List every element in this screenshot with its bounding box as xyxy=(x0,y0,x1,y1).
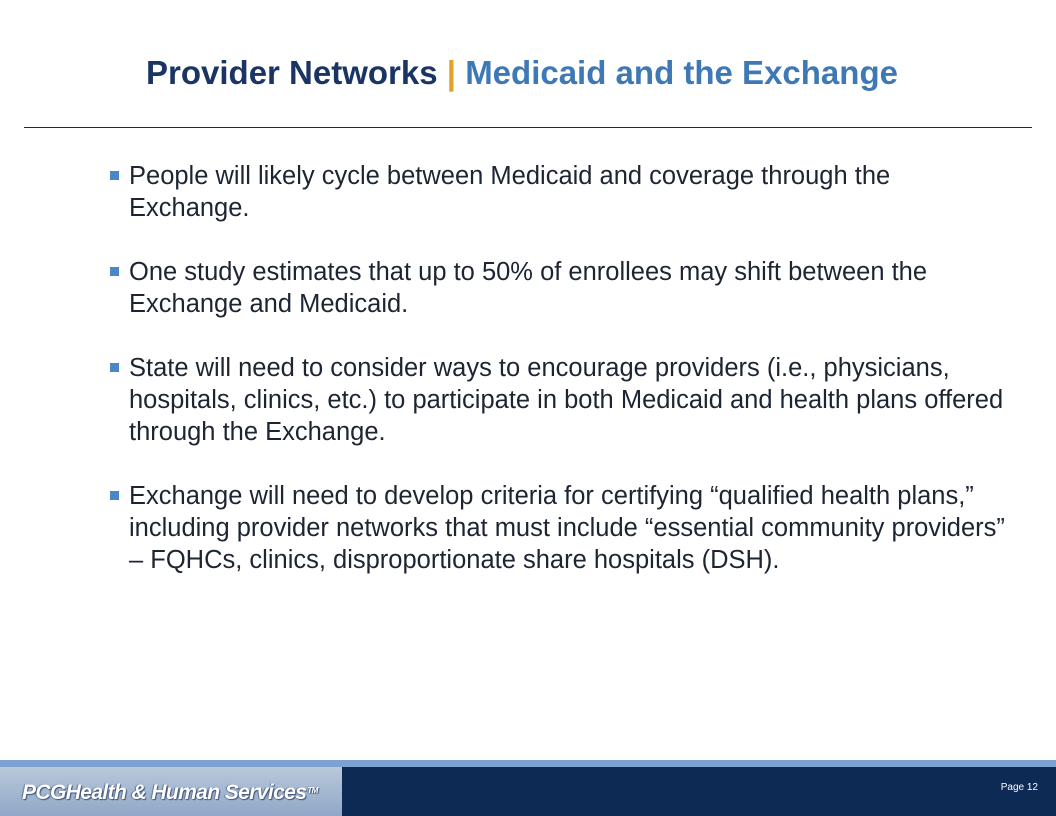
bullet-text: One study estimates that up to 50% of enrollees may shift between the Exchange and Medicaid. xyxy=(129,258,928,318)
bullet-item xyxy=(108,480,1008,576)
page-number: Page 12 xyxy=(1000,782,1038,793)
slide-title xyxy=(146,50,898,96)
square-bullet-icon xyxy=(110,363,119,372)
title-main: Provider Networks xyxy=(146,54,438,91)
title-subtitle: Medicaid and the Exchange xyxy=(465,54,898,91)
slide-footer xyxy=(0,760,1056,816)
bullet-item xyxy=(108,352,1008,448)
square-bullet-icon xyxy=(110,267,119,276)
bullet-text: Exchange will need to develop criteria for certifying “qualified health plans,” including provider networks that must include “essential community providers” – FQHCs, clinics, disproportionate share hospitals (DSH). xyxy=(129,482,1005,574)
square-bullet-icon xyxy=(110,491,119,500)
logo-text: PCGHealth & Human Services xyxy=(22,781,307,804)
title-divider xyxy=(24,127,1032,128)
bullet-text: People will likely cycle between Medicaid and coverage through the Exchange. xyxy=(129,162,891,222)
bullet-list xyxy=(108,160,1008,608)
square-bullet-icon xyxy=(110,171,119,180)
bullet-item xyxy=(108,256,1008,320)
bullet-text: State will need to consider ways to encourage providers (i.e., physicians, hospitals, clinics, etc.) to participate in both Medicaid and health plans offered through the Exchange. xyxy=(129,354,1004,446)
company-logo xyxy=(22,781,318,805)
bullet-item xyxy=(108,160,1008,224)
logo-trademark: TM xyxy=(307,786,318,795)
footer-stripe xyxy=(0,760,1056,767)
logo-block xyxy=(0,767,342,816)
title-separator: | xyxy=(446,54,457,91)
